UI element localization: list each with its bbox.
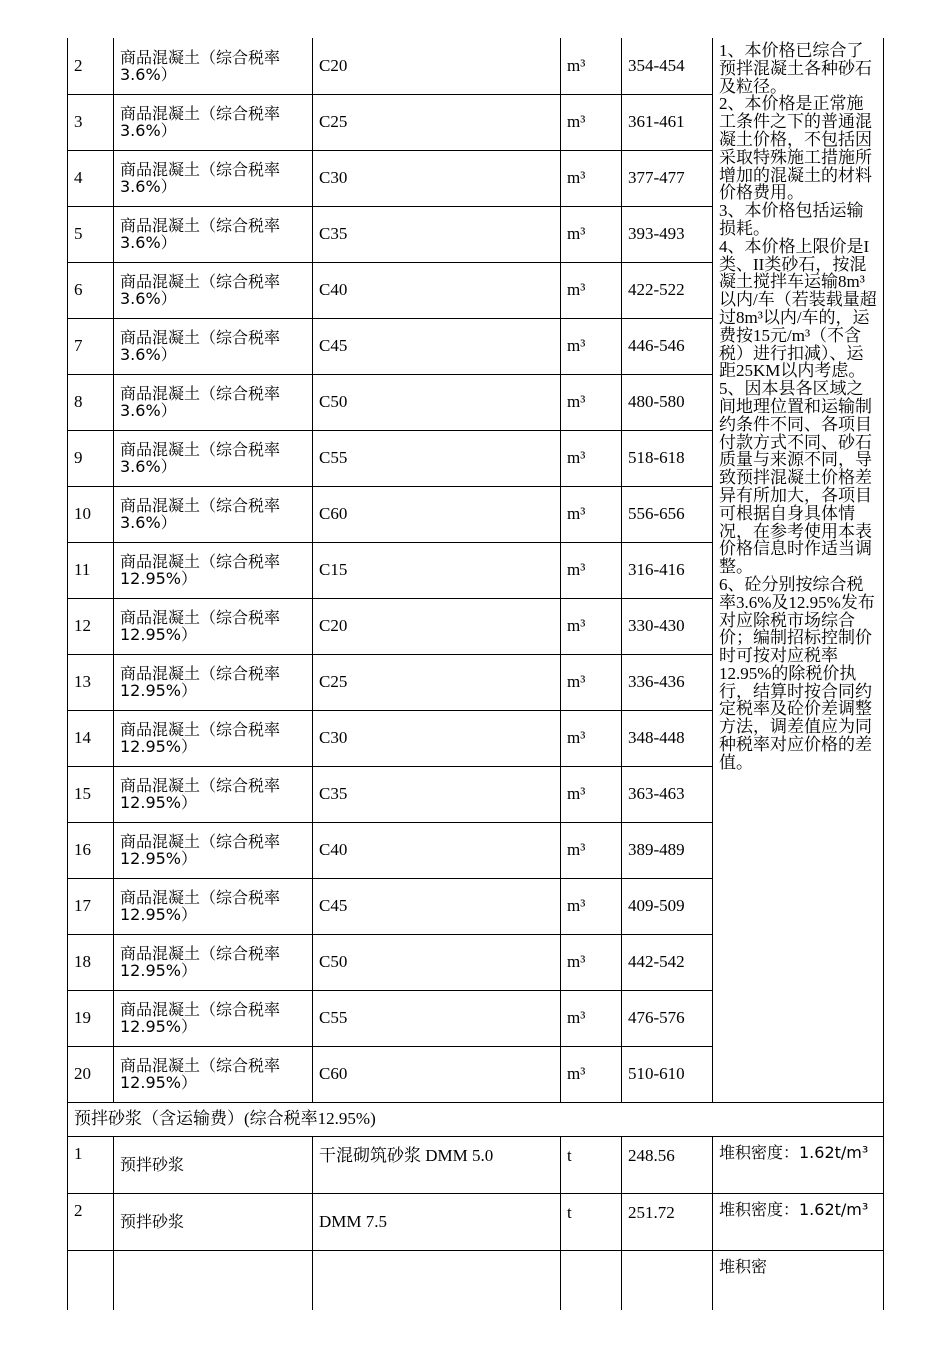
price-value: 248.56 (622, 1136, 713, 1193)
price-range: 476-576 (622, 990, 713, 1046)
material-name: 商品混凝土（综合税率12.95%） (114, 710, 313, 766)
price-range: 510-610 (622, 1046, 713, 1102)
mortar-note: 堆积密度：1.62t/m³ (713, 1136, 884, 1193)
price-range: 518-618 (622, 430, 713, 486)
note-paragraph: 1、本价格已综合了预拌混凝土各种砂石及粒径。 (719, 41, 872, 96)
row-number: 18 (68, 934, 114, 990)
price-range: 363-463 (622, 766, 713, 822)
row-number: 7 (68, 318, 114, 374)
note-paragraph: 3、本价格包括运输损耗。 (719, 201, 864, 238)
material-name: 商品混凝土（综合税率12.95%） (114, 934, 313, 990)
material-spec: C20 (313, 598, 561, 654)
price-range: 480-580 (622, 374, 713, 430)
material-spec (313, 1250, 561, 1310)
material-spec: C30 (313, 150, 561, 206)
mortar-section-row (68, 1102, 884, 1136)
note-paragraph: 4、本价格上限价是I类、II类砂石，按混凝土搅拌车运输8m³以内/车（若装载量超过8m³以内/车的，运费按15元/m³（不含税）进行扣减）、运距25KM以内考虑。 (719, 236, 877, 381)
material-name: 商品混凝土（综合税率12.95%） (114, 990, 313, 1046)
price-range: 336-436 (622, 654, 713, 710)
unit-cell: t (561, 1193, 622, 1250)
price-range: 377-477 (622, 150, 713, 206)
material-spec: C40 (313, 262, 561, 318)
price-value (622, 1250, 713, 1310)
material-name: 商品混凝土（综合税率3.6%） (114, 150, 313, 206)
mortar-note: 堆积密 (713, 1250, 884, 1310)
unit-cell: m³ (561, 598, 622, 654)
row-number: 12 (68, 598, 114, 654)
unit-cell: m³ (561, 430, 622, 486)
material-name: 商品混凝土（综合税率3.6%） (114, 206, 313, 262)
material-name: 商品混凝土（综合税率12.95%） (114, 654, 313, 710)
material-spec: C40 (313, 822, 561, 878)
unit-cell: m³ (561, 934, 622, 990)
concrete-notes (713, 38, 884, 1102)
unit-cell: m³ (561, 94, 622, 150)
material-spec: C45 (313, 878, 561, 934)
unit-cell (561, 1250, 622, 1310)
unit-cell: m³ (561, 486, 622, 542)
row-number: 9 (68, 430, 114, 486)
material-name: 预拌砂浆 (114, 1136, 313, 1193)
material-spec: C15 (313, 542, 561, 598)
unit-cell: m³ (561, 38, 622, 94)
unit-cell: t (561, 1136, 622, 1193)
material-spec: C30 (313, 710, 561, 766)
material-name: 商品混凝土（综合税率3.6%） (114, 374, 313, 430)
mortar-row (68, 1136, 884, 1193)
material-name: 商品混凝土（综合税率12.95%） (114, 766, 313, 822)
price-range: 316-416 (622, 542, 713, 598)
material-name: 商品混凝土（综合税率12.95%） (114, 598, 313, 654)
material-spec: C60 (313, 486, 561, 542)
material-name: 商品混凝土（综合税率12.95%） (114, 1046, 313, 1102)
price-range: 389-489 (622, 822, 713, 878)
mortar-note: 堆积密度：1.62t/m³ (713, 1193, 884, 1250)
material-spec: C50 (313, 374, 561, 430)
row-number: 19 (68, 990, 114, 1046)
material-name: 商品混凝土（综合税率12.95%） (114, 542, 313, 598)
material-name: 商品混凝土（综合税率12.95%） (114, 822, 313, 878)
price-range: 354-454 (622, 38, 713, 94)
row-number: 6 (68, 262, 114, 318)
row-number: 16 (68, 822, 114, 878)
price-range: 348-448 (622, 710, 713, 766)
material-spec: C20 (313, 38, 561, 94)
row-number: 5 (68, 206, 114, 262)
material-spec: C35 (313, 766, 561, 822)
row-number: 2 (68, 38, 114, 94)
concrete-row (68, 38, 884, 94)
material-name: 商品混凝土（综合税率3.6%） (114, 486, 313, 542)
material-name: 商品混凝土（综合税率3.6%） (114, 430, 313, 486)
row-number: 1 (68, 1136, 114, 1193)
unit-cell: m³ (561, 262, 622, 318)
material-spec: C60 (313, 1046, 561, 1102)
unit-cell: m³ (561, 318, 622, 374)
unit-cell: m³ (561, 878, 622, 934)
material-name: 商品混凝土（综合税率3.6%） (114, 38, 313, 94)
unit-cell: m³ (561, 150, 622, 206)
price-range: 393-493 (622, 206, 713, 262)
unit-cell: m³ (561, 822, 622, 878)
material-spec: C25 (313, 654, 561, 710)
price-range: 330-430 (622, 598, 713, 654)
material-spec: C55 (313, 990, 561, 1046)
price-range: 409-509 (622, 878, 713, 934)
unit-cell: m³ (561, 710, 622, 766)
row-number: 20 (68, 1046, 114, 1102)
row-number: 8 (68, 374, 114, 430)
material-name: 预拌砂浆 (114, 1193, 313, 1250)
material-spec: C35 (313, 206, 561, 262)
price-range: 361-461 (622, 94, 713, 150)
row-number: 15 (68, 766, 114, 822)
note-paragraph: 5、因本县各区域之间地理位置和运输制约条件不同、各项目付款方式不同、砂石质量与来源不同，导致预拌混凝土价格差异有所加大，各项目可根据自身具体情况，在参考使用本表价格信息时作适当调整。 (719, 379, 872, 577)
material-name: 商品混凝土（综合税率12.95%） (114, 878, 313, 934)
price-range: 446-546 (622, 318, 713, 374)
note-paragraph: 2、本价格是正常施工条件之下的普通混凝土价格，不包括因采取特殊施工措施所增加的混凝土的材料价格费用。 (719, 94, 872, 203)
price-range: 556-656 (622, 486, 713, 542)
row-number: 13 (68, 654, 114, 710)
material-spec: C25 (313, 94, 561, 150)
unit-cell: m³ (561, 766, 622, 822)
mortar-row (68, 1250, 884, 1310)
row-number: 3 (68, 94, 114, 150)
material-name: 商品混凝土（综合税率3.6%） (114, 318, 313, 374)
row-number: 14 (68, 710, 114, 766)
unit-cell: m³ (561, 374, 622, 430)
row-number (68, 1250, 114, 1310)
row-number: 2 (68, 1193, 114, 1250)
unit-cell: m³ (561, 654, 622, 710)
mortar-row (68, 1193, 884, 1250)
material-spec: C50 (313, 934, 561, 990)
unit-cell: m³ (561, 542, 622, 598)
price-value: 251.72 (622, 1193, 713, 1250)
mortar-section-title: 预拌砂浆（含运输费）(综合税率12.95%) (68, 1102, 884, 1136)
price-range: 442-542 (622, 934, 713, 990)
unit-cell: m³ (561, 990, 622, 1046)
price-range: 422-522 (622, 262, 713, 318)
unit-cell: m³ (561, 206, 622, 262)
material-name (114, 1250, 313, 1310)
material-name: 商品混凝土（综合税率3.6%） (114, 262, 313, 318)
row-number: 4 (68, 150, 114, 206)
note-paragraph: 6、砼分别按综合税率3.6%及12.95%发布对应除税市场综合价；编制招标控制价时可按对应税率12.95%的除税价执行，结算时按合同约定税率及砼价差调整方法，调差值应为同种税率对应价格的差值。 (719, 574, 875, 772)
material-spec: DMM 7.5 (313, 1193, 561, 1250)
material-name: 商品混凝土（综合税率3.6%） (114, 94, 313, 150)
unit-cell: m³ (561, 1046, 622, 1102)
price-table (67, 38, 884, 1310)
material-spec: C45 (313, 318, 561, 374)
row-number: 17 (68, 878, 114, 934)
material-spec: 干混砌筑砂浆 DMM 5.0 (313, 1136, 561, 1193)
row-number: 10 (68, 486, 114, 542)
row-number: 11 (68, 542, 114, 598)
material-spec: C55 (313, 430, 561, 486)
